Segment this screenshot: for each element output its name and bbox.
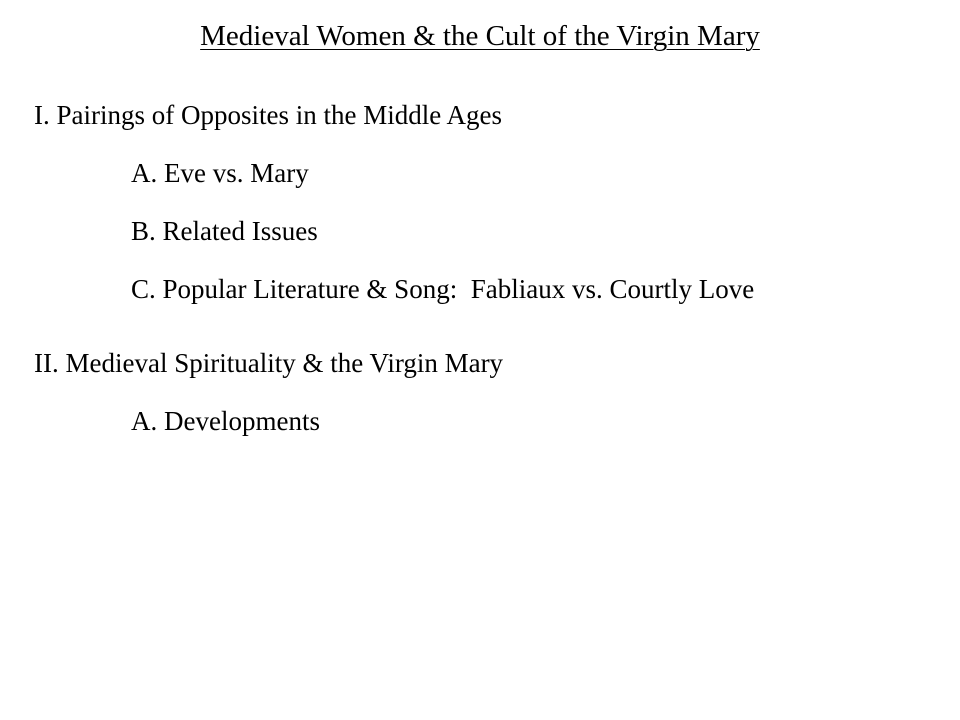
slide-title: Medieval Women & the Cult of the Virgin Mary — [200, 20, 760, 52]
section-heading-2: II. Medieval Spirituality & the Virgin Mary — [34, 348, 504, 378]
outline-item-1b: B. Related Issues — [131, 216, 318, 246]
section-heading-1: I. Pairings of Opposites in the Middle Ages — [34, 100, 502, 130]
outline-item-1a: A. Eve vs. Mary — [131, 158, 309, 188]
outline-item-1c: C. Popular Literature & Song: Fabliaux vs. Courtly Love — [131, 274, 755, 304]
outline-item-2a: A. Developments — [131, 406, 320, 436]
